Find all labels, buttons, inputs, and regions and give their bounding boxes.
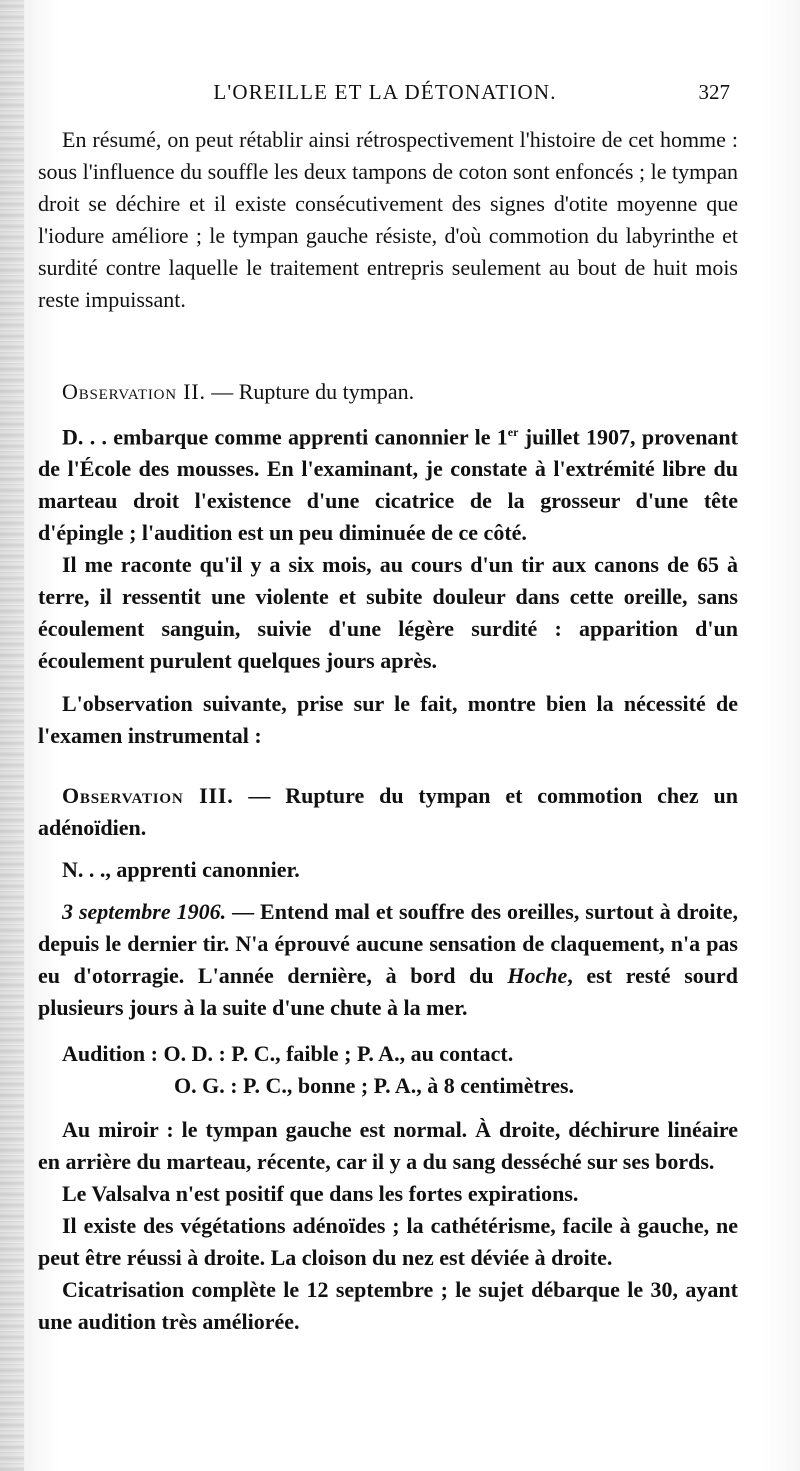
observation-3-valsalva: Le Valsalva n'est positif que dans les fortes expirations. <box>62 1181 579 1206</box>
observation-3-date: 3 septembre 1906. <box>62 899 227 924</box>
observation-2-p1-end: juillet 1907, provenant de l'École des mousses. En l'examinant, je constate à l'extrémité libre du marteau droit l'existence d'une cicatrice de la grosseur d'une tête d'épingle ; l'audition est un peu diminuée de ce côté. <box>38 424 738 546</box>
observation-2-label: Observation II. <box>62 379 206 404</box>
page-binding-edge <box>0 0 24 1471</box>
page-number: 327 <box>698 80 730 104</box>
audition-line-2: O. G. : P. C., bonne ; P. A., à 8 centimètres. <box>174 1073 575 1098</box>
transition-paragraph: L'observation suivante, prise sur le fait, montre bien la nécessité de l'examen instrumental : <box>38 691 738 748</box>
observation-3-subject: N. . ., apprenti canonnier. <box>62 857 300 882</box>
observation-3-miroir: Au miroir : le tympan gauche est normal. À droite, déchirure linéaire en arrière du marteau, récente, car il y a du sang desséché sur ses bords. <box>38 1117 738 1174</box>
page-header <box>40 80 730 110</box>
observation-3-paragraph-1 <box>38 896 738 1024</box>
observation-3-title: — Rupture du tympan et commotion chez un adénoïdien. <box>38 783 738 840</box>
observation-3-ship-name: Hoche <box>507 963 568 988</box>
summary-paragraph: En résumé, on peut rétablir ainsi rétrospectivement l'histoire de cet homme : sous l'influence du souffle les deux tampons de coton sont enfoncés ; le tympan droit se déchire et il existe consécutivement des signes d'otite moyenne que l'iodure améliore ; le tympan gauche résiste, d'où commotion du labyrinthe et surdité contre laquelle le traitement entrepris seulement au bout de huit mois reste impuissant. <box>38 127 738 312</box>
observation-3-vegetations: Il existe des végétations adénoïdes ; la cathétérisme, facile à gauche, ne peut être réussi à droite. La cloison du nez est déviée à droite. <box>38 1213 738 1270</box>
observation-2-paragraph-2: Il me raconte qu'il y a six mois, au cours d'un tir aux canons de 65 à terre, il ressentit une violente et subite douleur dans cette oreille, sans écoulement sanguin, suivie d'une légère surdité : apparition d'un écoulement purulent quelques jours après. <box>38 552 738 674</box>
audition-results <box>38 1038 738 1102</box>
observation-3-p1-part1: — Entend mal et souffre des oreilles, surtout à droite, depuis le dernier tir. N'a éprouvé aucune sensation de claquement, n'a pas eu d'otorragie. L'année dernière, à bord du <box>38 899 738 988</box>
observation-2-paragraph-1 <box>38 416 738 549</box>
observation-3-label: Observation III. <box>62 783 234 808</box>
observation-3-heading <box>38 780 738 844</box>
observation-2-title: — Rupture du tympan. <box>211 379 415 404</box>
observation-2-heading <box>38 376 738 408</box>
running-title: L'OREILLE ET LA DÉTONATION. <box>213 80 557 104</box>
observation-3-block <box>38 780 738 1338</box>
observation-3-p1-part2: , est resté sourd plusieurs jours à la suite d'une chute à la mer. <box>38 963 738 1020</box>
summary-paragraph-block <box>38 124 738 316</box>
audition-line-1: Audition : O. D. : P. C., faible ; P. A., au contact. <box>62 1041 514 1066</box>
transition-block <box>38 688 738 752</box>
observation-3-cicatrisation: Cicatrisation complète le 12 septembre ; le sujet débarque le 30, ayant une audition très améliorée. <box>38 1277 738 1334</box>
observation-2-p1-start: D. . . embarque comme apprenti canonnier le 1 <box>62 424 508 450</box>
observation-2-p1-sup: er <box>507 425 519 439</box>
observation-2-block <box>38 376 738 677</box>
